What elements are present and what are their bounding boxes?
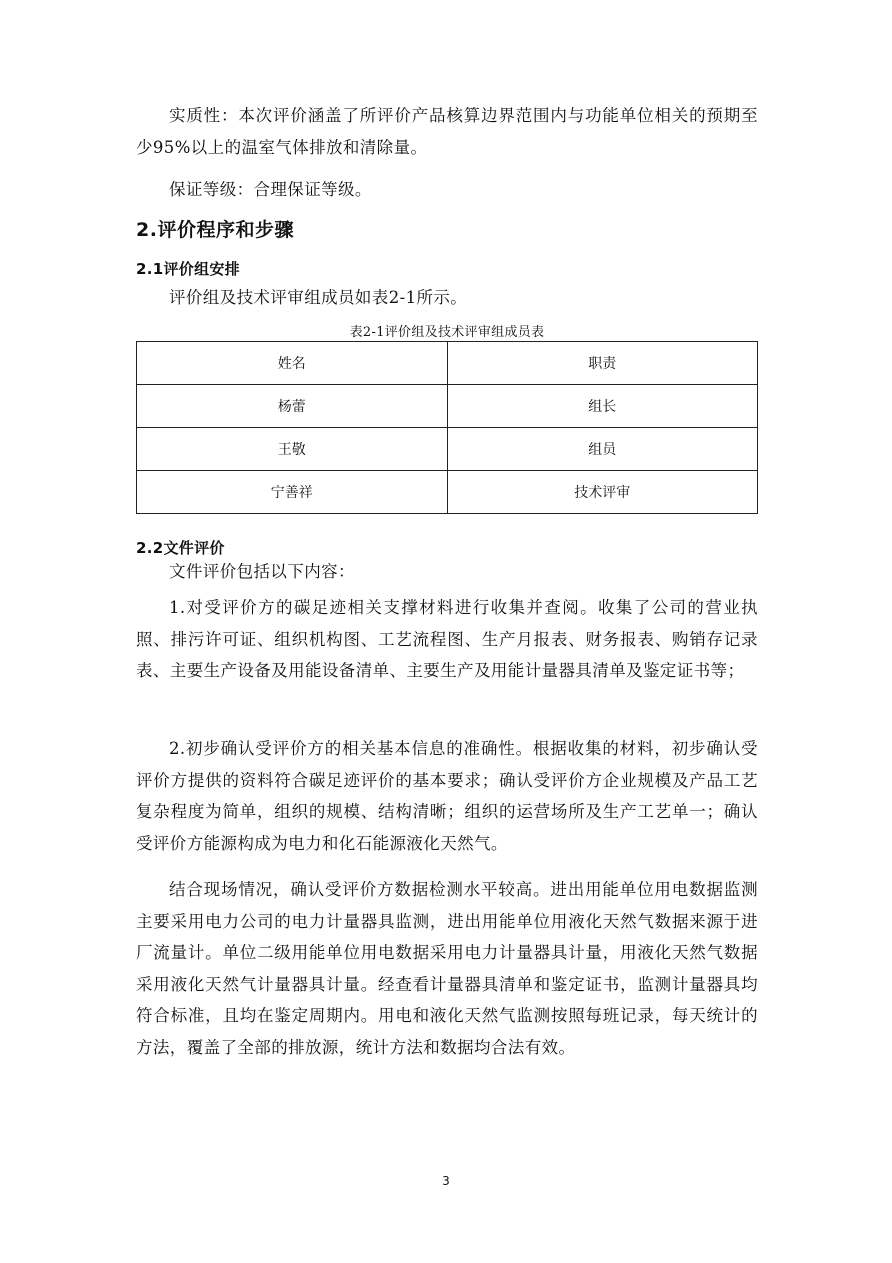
materiality-paragraph: 实质性：本次评价涵盖了所评价产品核算边界范围内与功能单位相关的预期至少95%以上的温室气体排放和清除量。 (136, 106, 758, 157)
document-review-intro: 文件评价包括以下内容： (169, 562, 355, 581)
page-number: 3 (442, 1174, 450, 1188)
document-review-item-2: 2.初步确认受评价方的相关基本信息的准确性。根据收集的材料，初步确认受评价方提供的资料符合碳足迹评价的基本要求；确认受评价方企业规模及产品工艺复杂程度为简单，组织的规模、结构清晰；组织的运营场所及生产工艺单一；确认受评价方能源构成为电力和化石能源液化天然气。 (136, 739, 758, 853)
table-row (137, 385, 758, 428)
member-name: 宁善祥 (137, 471, 448, 514)
header-name: 姓名 (137, 342, 448, 385)
header-role: 职责 (447, 342, 758, 385)
member-name: 王敬 (137, 428, 448, 471)
section-2-2-heading: 2.2文件评价 (136, 539, 225, 557)
document-review-item-1: 1.对受评价方的碳足迹相关支撑材料进行收集并查阅。收集了公司的营业执照、排污许可证、组织机构图、工艺流程图、生产月报表、财务报表、购销存记录表、主要生产设备及用能设备清单、主要生产及用能计量器具清单及鉴定证书等； (136, 598, 758, 680)
table-caption: 表2-1评价组及技术评审组成员表 (349, 325, 545, 340)
team-members-table (136, 341, 758, 514)
member-role: 组员 (447, 428, 758, 471)
document-review-item-3: 结合现场情况，确认受评价方数据检测水平较高。进出用能单位用电数据监测主要采用电力公司的电力计量器具监测，进出用能单位用液化天然气数据来源于进厂流量计。单位二级用能单位用电数据采用电力计量器具计量，用液化天然气数据采用液化天然气计量器具计量。经查看计量器具清单和鉴定证书，监测计量器具均符合标准，且均在鉴定周期内。用电和液化天然气监测按照每班记录，每天统计的方法，覆盖了全部的排放源，统计方法和数据均合法有效。 (136, 880, 758, 1057)
table-row (137, 428, 758, 471)
member-role: 组长 (447, 385, 758, 428)
team-intro-paragraph: 评价组及技术评审组成员如表2-1所示。 (169, 288, 468, 307)
table-row (137, 471, 758, 514)
member-name: 杨蕾 (137, 385, 448, 428)
section-2-1-heading: 2.1评价组安排 (136, 260, 240, 278)
assurance-paragraph: 保证等级：合理保证等级。 (169, 180, 372, 199)
table-header-row (137, 342, 758, 385)
section-2-heading: 2.评价程序和步骤 (136, 219, 294, 241)
member-role: 技术评审 (447, 471, 758, 514)
